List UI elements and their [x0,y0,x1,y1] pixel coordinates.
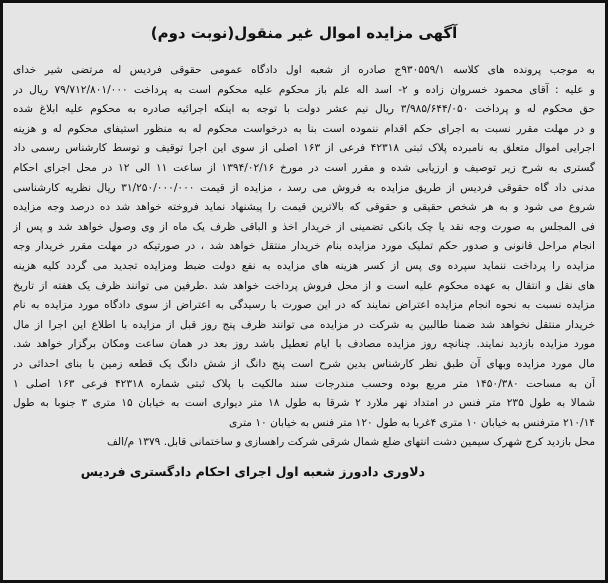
body-line: شروع می شود و به هر شخص حقیقی و حقوقی که بالاترین قیمت را پیشنهاد نماید فروخته خواهد شد ده درصد وجه مزایده [13,201,595,214]
body-line: شمالا به طول ۲۳۵ متر فنس در امتداد نهر ملارد ۲ شرقا به طول ۱۸ متر دیواری است به خیابان ۱۵ متری ۳ جنوبا به طول [13,397,595,410]
body-line: و علیه : آقای محمود خسروان زاده و ۲- اسد اله علم باز محکوم علیه محکوم است به پرداخت ۷۹/۷۱۲/۸۰۱/۰۰۰ ریال در [13,83,595,96]
body-line: فی المجلس به صورت وجه نقد یا چک بانکی تضمینی از خریدار اخذ و الباقی ظرف یک ماه از وی وصول خواهد شد و پس از [13,220,595,233]
body-line: آن به مساحت ۱۴۵۰/۳۸۰ متر مربع بوده وحسب مندرجات سند مالکیت با پلاک ثبتی شماره ۴۲۳۱۸ فرعی ۱۶۳ اصلی ۱ [13,377,595,390]
body-line: محل بازدید کرج شهرک سیمین دشت انتهای ضلع شمال شرقی شرکت راهسازی و ساختمانی قابل. ۱۳۷۹ م/الف [106,436,595,449]
body-line: ۲۱۰/۱۴ مترفنس به خیابان ۱۰ متری ۴غربا به طول ۱۲۰ متر فنس به خیابان ۱۰ متری [228,416,595,429]
body-line: خریدار منتقل نخواهد شد ضمنا طالبین به شرکت در مزایده می توانند ظرف پنج روز قبل از مزایده با اطلاع این اجرا از مال [13,318,595,331]
notice-signature: دلاوری دادورز شعبه اول اجرای احکام دادگستری فردیس [80,463,425,479]
body-line: مزایده نسبت به نحوه انجام مزایده اعتراض نمایند که در این صورت با رسیدگی به اعتراض از سوی دادگاه مورد مزایده به نام [13,299,595,312]
body-line: مال مورد مزایده وبهای آن طبق نظر کارشناس بدین شرح است پنج دانگ از شش دانگ یک قطعه زمین با بنای احداثی در [13,357,595,370]
notice-body [13,61,595,453]
body-line: مدنی داد گاه حقوقی فردیس از طریق مزایده به فروش می رسد ، مزایده از قیمت ۳۱/۲۵۰/۰۰۰/۰۰۰ ریال نظریه کارشناسی [13,181,595,194]
notice-title: آگهی مزایده اموال غیر منقول(نوبت دوم) [150,24,458,42]
body-line: های نقل و انتقال به عهده محکوم علیه است و از محل فروش پرداخت خواهد شد .طرفین می توانند ظرف یک هفته از تاریخ [13,279,595,292]
body-line: مزایده را پرداخت ننماید سپرده وی پس از کسر هزینه های مزایده به نفع دولت ضبط ومزایده تجدید می گردد کلیه هزینه [13,259,595,272]
body-line: انجام مراحل قانونی و صدور حکم تملیک مورد مزایده بنام خریدار منتقل خواهد شد ، در صورتیکه در مهلت مقرر خریدار وجه [13,240,595,253]
body-line: حق محکوم له و پرداخت ۳/۹۸۵/۶۴۴/۰۵۰ ریال نیم عشر دولت با توجه به اینکه اجرائیه صادره به محکوم علیه ابلاغ شده [13,103,595,116]
body-line: گستری به شرح زیر توصیف و ارزیابی شده و مقرر است در مورخ ۱۳۹۴/۰۲/۱۶ از ساعت ۱۱ الی ۱۲ در محل اجرای احکام [13,161,595,174]
body-line: و در مهلت مقرر نسبت به اجرای حکم اقدام ننموده است بنا به درخواست محکوم له به منظور استیفای محکوم له و هزینه [13,122,595,135]
body-line: به موجب پرونده های کلاسه ۹۳۰۵۵۹/۱ج صادره از شعبه اول دادگاه عمومی حقوقی فردیس له مرتضی شیر خدای [13,64,595,76]
body-line: اجرایی اموال متعلق به نامبرده پلاک ثبتی ۴۲۳۱۸ فرعی از ۱۶۳ اصلی از سوی این اجرا توقیف و توسط کارشناس رسمی داد [13,142,595,155]
body-line: مورد مزایده بازدید نمایند. چنانچه روز مزایده مصادف با ایام تعطیل باشد روز بعد در همان ساعت ومکان برگزار خواهد شد. [13,338,595,351]
